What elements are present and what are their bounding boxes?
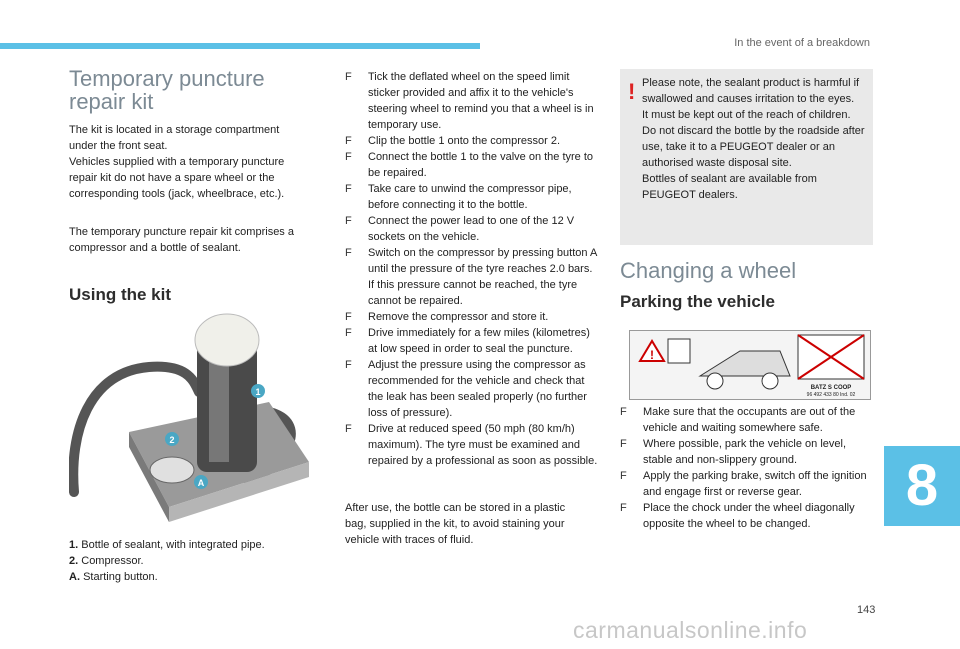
warning-text	[642, 75, 870, 203]
step-item: F Remove the compressor and store it.	[345, 311, 549, 323]
page-title-line2: repair kit	[69, 89, 154, 114]
bullet-marker: F	[620, 406, 627, 418]
kit-contents-paragraph	[69, 224, 294, 256]
bullet-marker: F	[345, 215, 352, 227]
figure-legend	[69, 537, 265, 585]
watermark: carmanualsonline.info	[573, 617, 808, 643]
intro-line: repair kit do not have a spare wheel or the	[69, 172, 275, 184]
callout-2-label: 2	[169, 435, 175, 445]
svg-text:!: !	[650, 348, 654, 362]
step-item: F Clip the bottle 1 onto the compressor 2.	[345, 135, 560, 147]
step-item: F Connect the bottle 1 to the valve on the tyre to be repaired.	[345, 151, 594, 179]
bullet-marker: F	[345, 247, 352, 259]
intro-paragraph	[69, 122, 284, 202]
bullet-marker: F	[345, 135, 352, 147]
repair-kit-drawing	[69, 312, 315, 524]
bullet-marker: F	[620, 438, 627, 450]
book-icon	[668, 339, 690, 363]
step-item: F Where possible, park the vehicle on level, stable and non-slippery ground.	[620, 438, 846, 466]
page-title	[69, 67, 309, 113]
step-item: F Tick the deflated wheel on the speed limit sticker provided and affix it to the vehicle's steering wheel to remind you that a wheel is in temporary use.	[345, 71, 594, 131]
changing-wheel-heading: Changing a wheel	[620, 258, 797, 283]
step-item: F Adjust the pressure using the compressor as recommended for the vehicle and check that the leak has been sealed properly (no further loss of pressure).	[345, 359, 587, 419]
intro-line: Vehicles supplied with a temporary puncture	[69, 156, 285, 168]
chapter-tab: 8	[884, 446, 960, 526]
bullet-marker: F	[620, 502, 627, 514]
bullet-marker: F	[345, 311, 352, 323]
warning-line: Bottles of sealant are available from PEUGEOT dealers.	[642, 173, 817, 201]
safety-label-illustration	[629, 330, 871, 400]
step-item: F Apply the parking brake, switch off the ignition and engage first or reverse gear.	[620, 470, 867, 498]
bullet-marker: F	[345, 423, 352, 435]
step-item: F Drive at reduced speed (50 mph (80 km/h) maximum). The tyre must be examined and repaired by a professional as soon as possible.	[345, 423, 598, 467]
step-item: F Connect the power lead to one of the 12 V sockets on the vehicle.	[345, 215, 575, 243]
warning-line: Please note, the sealant product is harmful if swallowed and causes irritation to the eyes.	[642, 77, 860, 105]
page-title-line1: Temporary puncture	[69, 66, 265, 91]
label-ref-text: 96 492 433 80 Ind. 02	[806, 392, 856, 398]
warning-line: Do not discard the bottle by the roadside after use, take it to a PEUGEOT dealer or an authorised waste disposal site.	[642, 125, 865, 169]
top-accent-bar	[0, 43, 480, 49]
step-item: F Drive immediately for a few miles (kilometres) at low speed in order to seal the puncture.	[345, 327, 590, 355]
intro-line: under the front seat.	[69, 140, 168, 152]
parking-heading: Parking the vehicle	[620, 292, 775, 311]
section-title: In the event of a breakdown	[734, 37, 870, 49]
step-item: F Place the chock under the wheel diagonally opposite the wheel to be changed.	[620, 502, 855, 530]
callout-1-label: 1	[255, 387, 261, 397]
legend-item: 2. Compressor.	[69, 555, 144, 567]
repair-kit-illustration	[69, 312, 315, 524]
repair-steps-list	[345, 69, 601, 469]
step-item: F Make sure that the occupants are out of the vehicle and waiting somewhere safe.	[620, 406, 856, 434]
bullet-marker: F	[345, 71, 352, 83]
label-maker-text: BATZ S COOP	[810, 385, 852, 391]
after-use-paragraph: After use, the bottle can be stored in a plastic bag, supplied in the kit, to avoid staining your vehicle with traces of fluid.	[345, 502, 566, 546]
legend-item: A. Starting button.	[69, 571, 158, 583]
intro-line: The kit is located in a storage compartment	[69, 124, 280, 136]
step-item: F Switch on the compressor by pressing button A until the pressure of the tyre reaches 2.0 bars. If this pressure cannot be reached, the tyre cannot be repaired.	[345, 247, 597, 307]
warning-box	[620, 69, 873, 245]
warning-line: It must be kept out of the reach of children.	[642, 109, 851, 121]
callout-a-label: A	[197, 478, 205, 488]
page-number: 143	[857, 604, 876, 616]
bullet-marker: F	[345, 183, 352, 195]
legend-item: 1. Bottle of sealant, with integrated pipe.	[69, 539, 265, 551]
using-kit-heading: Using the kit	[69, 285, 172, 304]
safety-label-drawing	[630, 331, 870, 399]
intro-line: corresponding tools (jack, wheelbrace, etc.).	[69, 188, 285, 200]
bullet-marker: F	[620, 470, 627, 482]
kit-line: The temporary puncture repair kit comprises a	[69, 226, 294, 238]
warning-icon: !	[628, 79, 636, 104]
parking-steps-list	[620, 404, 874, 532]
step-item: F Take care to unwind the compressor pipe, before connecting it to the bottle.	[345, 183, 572, 211]
bullet-marker: F	[345, 359, 352, 371]
bullet-marker: F	[345, 151, 352, 163]
kit-line: compressor and a bottle of sealant.	[69, 242, 241, 254]
bullet-marker: F	[345, 327, 352, 339]
